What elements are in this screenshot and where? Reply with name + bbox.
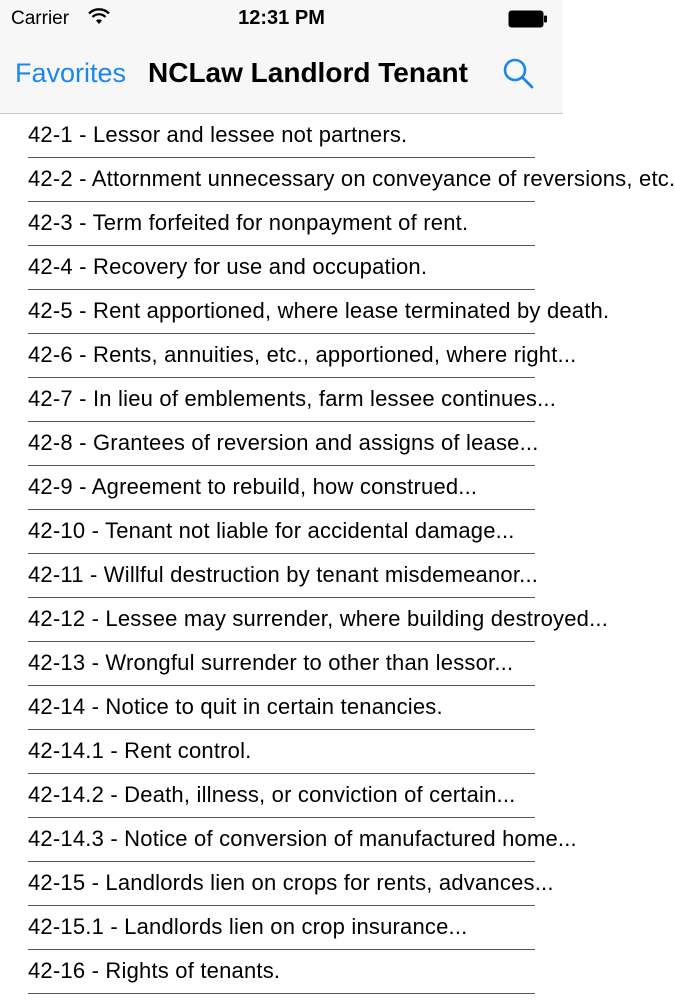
list-item[interactable] (28, 422, 539, 466)
list-item[interactable] (28, 202, 535, 246)
list-item-label: 42-6 - Rents, annuities, etc., apportioned, where right... (28, 342, 577, 367)
list-item[interactable] (28, 554, 539, 598)
list-item-label: 42-11 - Willful destruction by tenant misdemeanor... (28, 562, 539, 587)
list-item-label: 42-15 - Landlords lien on crops for rents, advances... (28, 870, 554, 895)
list-item[interactable] (28, 818, 577, 862)
page-title: NCLaw Landlord Tenant (148, 57, 468, 88)
list-item-label: 42-7 - In lieu of emblements, farm lessee continues... (28, 386, 557, 411)
list-item[interactable] (28, 906, 535, 950)
list-item-label: 42-10 - Tenant not liable for accidental damage... (28, 518, 515, 543)
list-item-label: 42-9 - Agreement to rebuild, how construed... (28, 474, 478, 499)
list-item-label: 42-8 - Grantees of reversion and assigns of lease... (28, 430, 539, 455)
list-item-label: 42-5 - Rent apportioned, where lease terminated by death. (28, 298, 610, 323)
list-item-label: 42-14 - Notice to quit in certain tenancies. (28, 694, 443, 719)
list-item[interactable] (28, 378, 557, 422)
list-item[interactable] (28, 290, 610, 334)
list-item[interactable] (28, 510, 535, 554)
list-item[interactable] (28, 246, 535, 290)
carrier-label: Carrier (11, 8, 70, 29)
list-item-label: 42-12 - Lessee may surrender, where building destroyed... (28, 606, 609, 631)
list-item[interactable] (28, 114, 535, 158)
list-item[interactable] (28, 466, 535, 510)
list-item[interactable] (28, 862, 554, 906)
list-item[interactable] (28, 642, 535, 686)
list-item-label: 42-14.2 - Death, illness, or conviction of certain... (28, 782, 516, 807)
list-item-label: 42-13 - Wrongful surrender to other than lessor... (28, 650, 514, 675)
list-item[interactable] (28, 598, 609, 642)
favorites-back-button[interactable]: Favorites (15, 58, 127, 88)
list-item[interactable] (28, 774, 535, 818)
status-bar (0, 0, 563, 38)
list-item-label: 42-2 - Attornment unnecessary on conveyance of reversions, etc. (28, 166, 675, 191)
navigation-bar (0, 38, 563, 114)
list-item-label: 42-1 - Lessor and lessee not partners. (28, 122, 408, 147)
list-item-label: 42-15.1 - Landlords lien on crop insurance... (28, 914, 468, 939)
list-item[interactable] (28, 334, 577, 378)
list-item-label: 42-14.1 - Rent control. (28, 738, 252, 763)
list-item-label: 42-4 - Recovery for use and occupation. (28, 254, 428, 279)
list-item-label: 42-16 - Rights of tenants. (28, 958, 281, 983)
list-item-label: 42-3 - Term forfeited for nonpayment of rent. (28, 210, 469, 235)
statute-list (0, 114, 675, 994)
list-item[interactable] (28, 730, 535, 774)
list-item[interactable] (28, 686, 535, 730)
list-item[interactable] (28, 158, 675, 202)
list-item[interactable] (28, 950, 535, 994)
status-time: 12:31 PM (238, 7, 325, 29)
list-item-label: 42-14.3 - Notice of conversion of manufactured home... (28, 826, 577, 851)
search-icon[interactable] (500, 56, 536, 92)
battery-icon (508, 10, 548, 28)
